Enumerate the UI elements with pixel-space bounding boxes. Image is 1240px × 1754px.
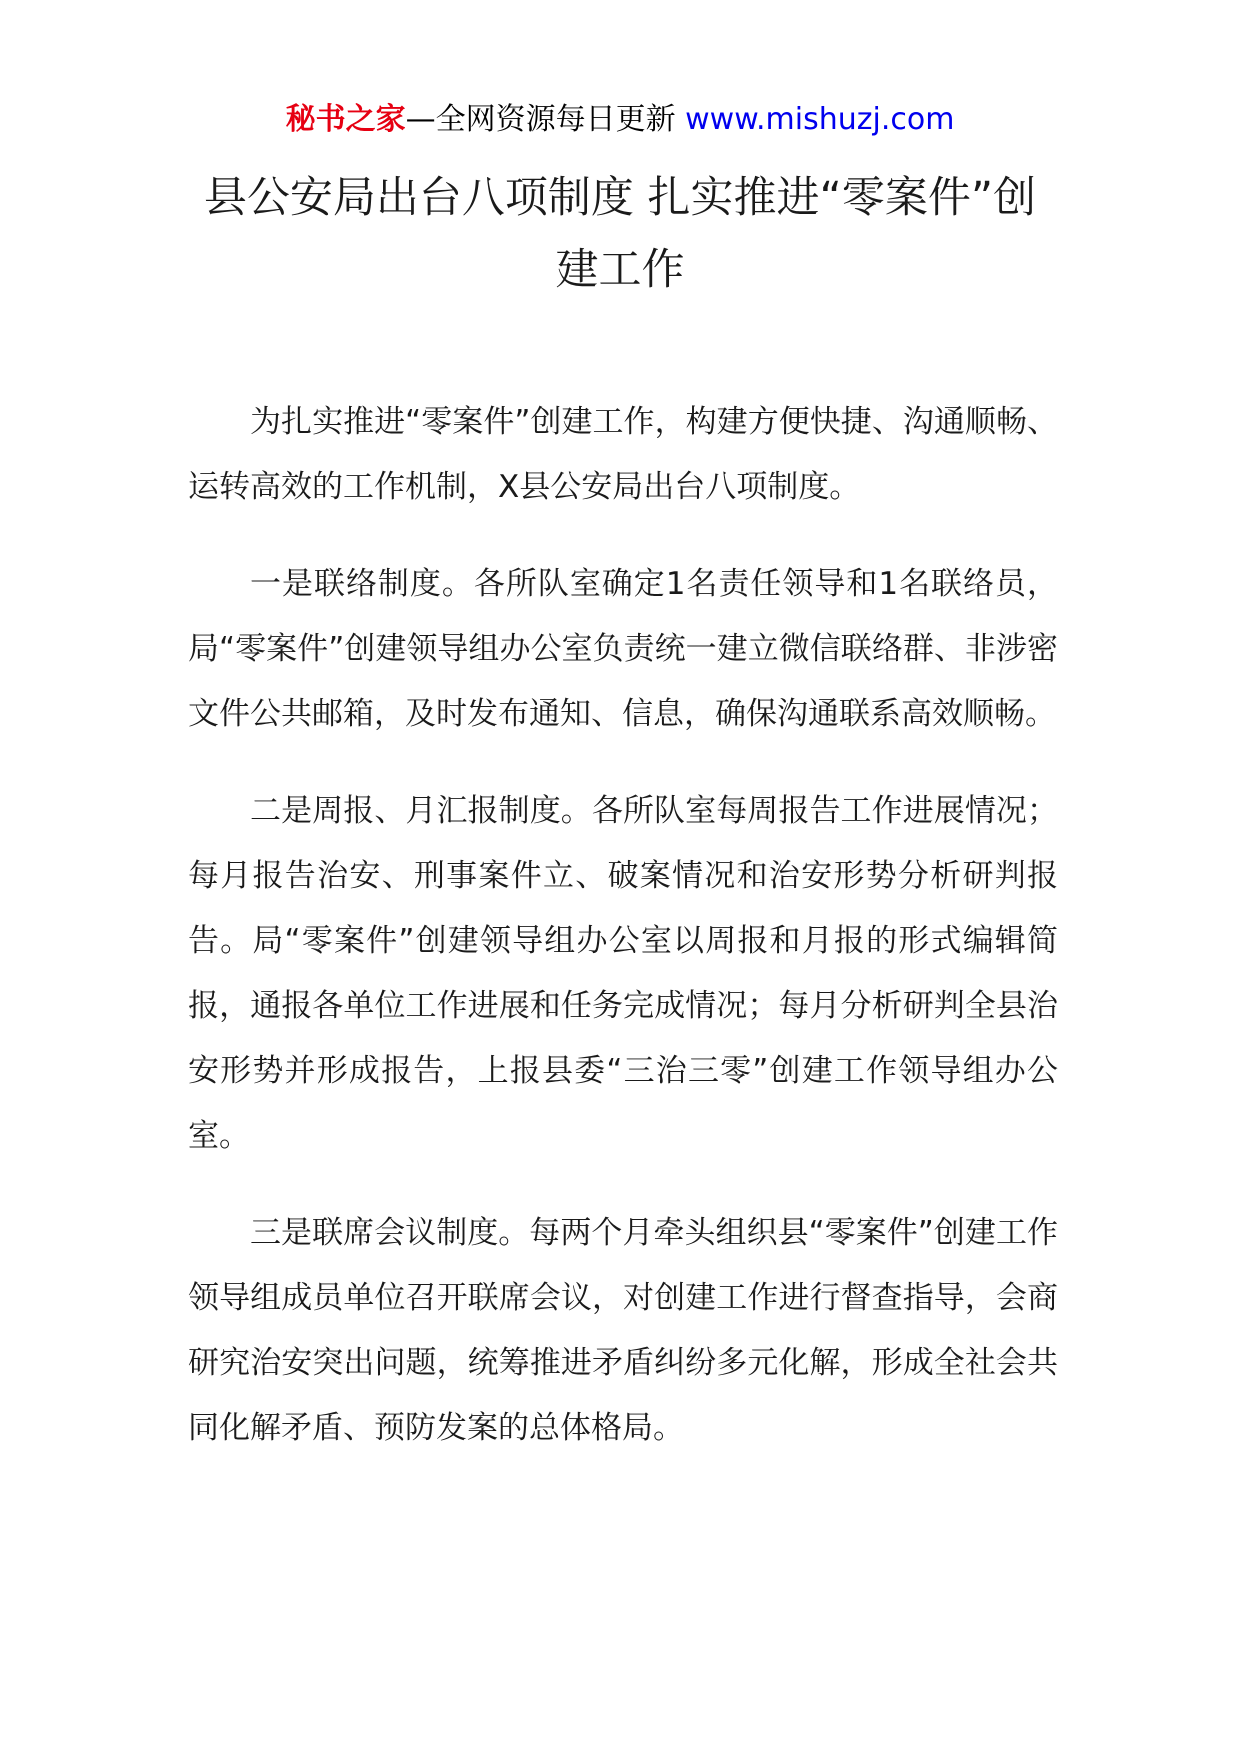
paragraph-reporting-system: 二是周报、月汇报制度。各所队室每周报告工作进展情况；每月报告治安、刑事案件立、破案情况和治安形势分析研判报告。局“零案件”创建领导组办公室以周报和月报的形式编辑简报，通报各单位工作进展和任务完成情况；每月分析研判全县治安形势并形成报告，上报县委“三治三零”创建工作领导组办公室。 (188, 793, 1058, 1154)
paragraph-intro: 为扎实推进“零案件”创建工作，构建方便快捷、沟通顺畅、运转高效的工作机制，X县公安局出台八项制度。 (188, 404, 1058, 505)
paragraph-liaison-system: 一是联络制度。各所队室确定1名责任领导和1名联络员，局“零案件”创建领导组办公室负责统一建立微信联络群、非涉密文件公共邮箱，及时发布通知、信息，确保沟通联系高效顺畅。 (188, 566, 1058, 732)
paragraph-joint-meeting-system: 三是联席会议制度。每两个月牵头组织县“零案件”创建工作领导组成员单位召开联席会议，对创建工作进行督查指导，会商研究治安突出问题，统筹推进矛盾纠纷多元化解，形成全社会共同化解矛盾、预防发案的总体格局。 (188, 1215, 1058, 1446)
document-body (188, 390, 1058, 1493)
site-url-link[interactable]: www.mishuzj.com (685, 102, 955, 137)
brand-name: 秘书之家 (285, 102, 406, 137)
header-slogan: —全网资源每日更新 (405, 102, 686, 137)
document-title: 县公安局出台八项制度 扎实推进“零案件”创建工作 (203, 173, 1037, 295)
site-header (0, 100, 1240, 140)
